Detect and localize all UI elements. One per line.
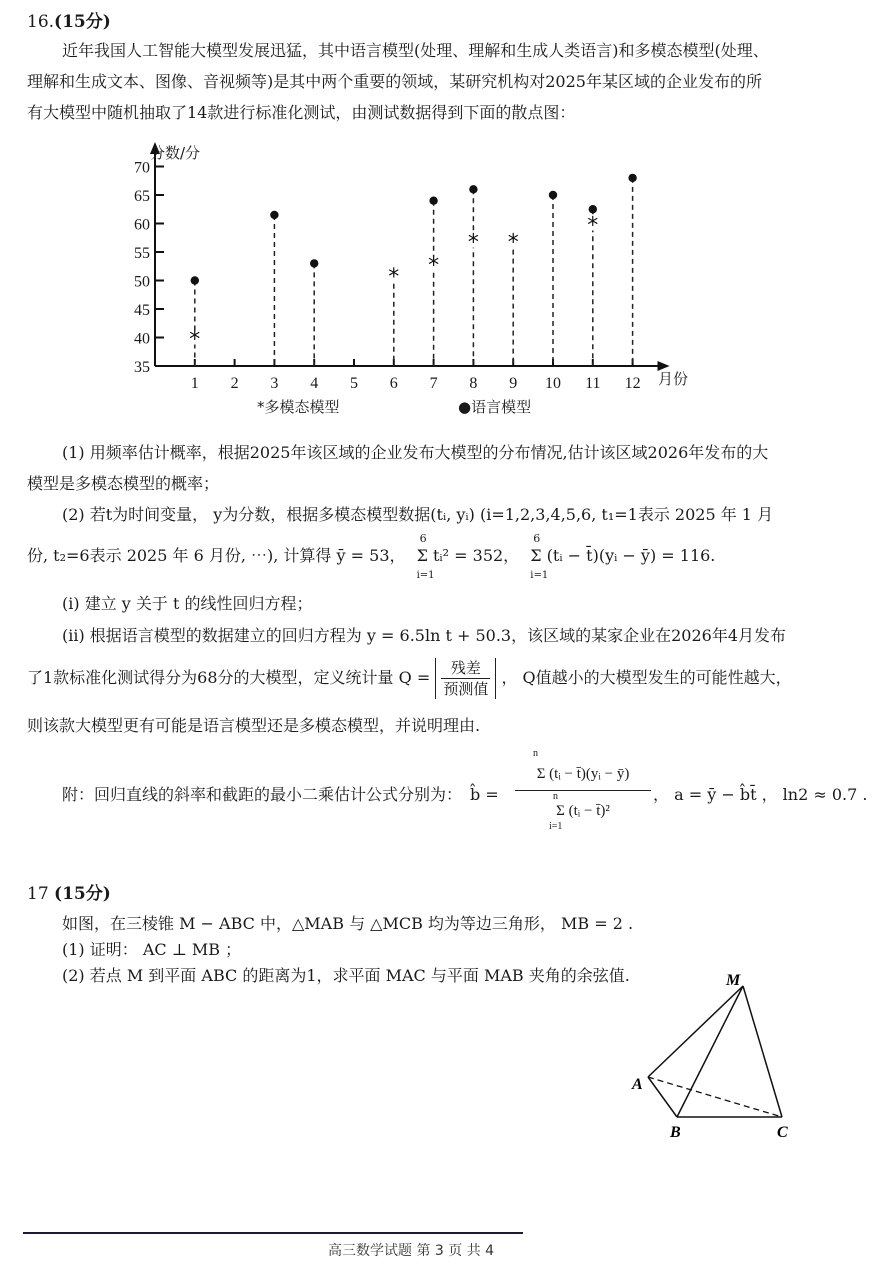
q16-header	[27, 12, 111, 32]
y-tick-label: 35	[134, 359, 150, 376]
legend-language: ●语言模型	[458, 398, 532, 416]
y-tick-label: 70	[134, 159, 150, 177]
q16-sub-ii-text-a: 了1款标准化测试得分为68分的大模型，定义统计量 Q =	[27, 668, 431, 687]
edge-AB	[648, 1077, 677, 1117]
vertex-label-A: A	[632, 1076, 643, 1093]
sum-t-squared-text: Σ tᵢ² = 352，	[416, 546, 520, 565]
q-denominator: 预测值	[443, 680, 489, 698]
footer-page-text: 高三数学试题 第 3 页 共 4	[328, 1243, 495, 1259]
q-statistic-fraction	[435, 658, 496, 699]
q17-number: 17	[27, 884, 49, 904]
x-tick-label: 4	[310, 375, 319, 392]
b-den-lower: i=1	[549, 821, 563, 832]
q16-part2-line-1: (2) 若t为时间变量， y为分数，根据多模态模型数据(tᵢ, yᵢ) (i=1,2,3,4,5,6, t₁=1表示 2025 年 1 月	[62, 505, 774, 524]
q16-part1-line-1: (1) 用频率估计概率，根据2025年该区域的企业发布大模型的分布情况,估计该区域2026年发布的大	[62, 443, 769, 462]
chart-axes	[134, 142, 670, 392]
q16-intro-line-1: 近年我国人工智能大模型发展迅猛，其中语言模型(处理、理解和生成人类语言)和多模态模型(处理、	[62, 41, 769, 60]
y-tick-label: 45	[134, 302, 150, 319]
x-tick-label: 11	[585, 375, 601, 392]
x-tick-label: 5	[350, 375, 358, 392]
sum-t-squared	[416, 532, 520, 581]
edge-MA	[648, 986, 743, 1077]
edge-AC-hidden	[648, 1077, 782, 1117]
q16-intro-line-2: 理解和生成文本、图像、音视频等)是其中两个重要的领域，某研究机构对2025年某区域的企业发布的所	[27, 72, 762, 91]
sum-lower: i=1	[416, 570, 435, 581]
sum-lower-2: i=1	[530, 570, 549, 581]
q16-sub-i: (ⅰ) 建立 y 关于 t 的线性回归方程；	[62, 594, 313, 613]
tetrahedron-figure	[620, 965, 810, 1145]
sum-cross-product	[530, 532, 716, 581]
chart-marks	[189, 174, 637, 366]
b-num-upper: n	[533, 748, 538, 759]
q16-part2-text: 份, t₂=6表示 2025 年 6 月份, ⋯), 计算得 ȳ = 53，	[27, 546, 406, 565]
vertex-label-C: C	[777, 1124, 788, 1141]
language-model-point	[589, 205, 597, 213]
vertex-label-B: B	[670, 1124, 681, 1141]
appendix-tail: ， a = ȳ − b̂t̄ ， ln2 ≈ 0.7 .	[653, 785, 868, 804]
edge-MC	[743, 986, 782, 1117]
multimodal-model-point: *	[587, 213, 599, 239]
b-denominator: Σ (tᵢ − t̄)²	[556, 803, 610, 819]
x-tick-label: 9	[509, 375, 518, 392]
q17-part1: (1) 证明： AC ⊥ MB ；	[62, 940, 242, 959]
q16-intro-line-3: 有大模型中随机抽取了14款进行标准化测试，由测试数据得到下面的散点图：	[27, 103, 576, 122]
language-model-point	[270, 211, 278, 219]
x-tick-label: 8	[469, 375, 478, 392]
sum-upper: 6	[419, 532, 427, 545]
sum-upper-2: 6	[533, 532, 541, 545]
x-tick-label: 7	[429, 375, 438, 392]
q17-stem: 如图，在三棱锥 M − ABC 中，△MAB 与 △MCB 均为等边三角形， MB = 2 .	[62, 914, 634, 933]
multimodal-model-point: *	[388, 264, 400, 290]
y-tick-label: 60	[134, 216, 150, 234]
x-axis-label: 月份	[658, 370, 689, 388]
q17-points: (15分)	[54, 884, 111, 904]
x-tick-label: 6	[389, 375, 398, 392]
x-tick-label: 3	[270, 375, 279, 392]
y-tick-label: 65	[134, 188, 150, 205]
multimodal-model-point: *	[467, 230, 479, 256]
q16-number: 16.	[27, 12, 55, 32]
appendix-label: 附：回归直线的斜率和截距的最小二乘估计公式分别为：	[62, 785, 463, 804]
sum-cross-product-text: Σ (tᵢ − t̄)(yᵢ − ȳ) = 116.	[530, 546, 716, 565]
y-tick-label: 55	[134, 245, 150, 262]
b-den-upper: n	[553, 791, 558, 802]
q17-header	[27, 884, 111, 904]
y-tick-label: 40	[134, 330, 150, 348]
multimodal-model-point: *	[189, 327, 201, 353]
b-numerator: Σ (tᵢ − t̄)(yᵢ − ȳ)	[536, 766, 630, 782]
x-tick-label: 10	[545, 375, 561, 392]
y-tick-label: 50	[134, 273, 150, 291]
legend-multimodal: *多模态模型	[257, 398, 340, 416]
footer-divider	[23, 1232, 523, 1234]
language-model-point	[191, 276, 199, 284]
multimodal-model-point: *	[507, 230, 519, 256]
q16-part1-line-2: 模型是多模态模型的概率；	[27, 474, 220, 493]
language-model-point	[628, 174, 636, 182]
q16-points: (15分)	[54, 12, 111, 32]
scatter-chart	[120, 138, 720, 428]
q16-part2-line-2	[27, 532, 716, 581]
y-axis-label: 分数/分	[150, 144, 201, 162]
x-tick-label: 12	[624, 375, 641, 392]
language-model-point	[429, 197, 437, 205]
q17-part2: (2) 若点 M 到平面 ABC 的距离为1，求平面 MAC 与平面 MAB 夹角的余弦值.	[62, 966, 630, 985]
q16-sub-ii-line-1: (ⅱ) 根据语言模型的数据建立的回归方程为 y = 6.5ln t + 50.3，该区域的某家企业在2026年4月发布	[62, 626, 786, 645]
language-model-point	[549, 191, 557, 199]
b-hat-label: b̂ =	[470, 785, 499, 804]
x-tick-label: 2	[230, 375, 239, 392]
vertex-label-M: M	[726, 972, 741, 989]
q16-sub-ii-line-2	[27, 658, 792, 699]
q16-sub-ii-line-3: 则该款大模型更有可能是语言模型还是多模态模型，并说明理由.	[27, 716, 481, 735]
edge-MB	[677, 986, 743, 1117]
q16-sub-ii-text-b: ， Q值越小的大模型发生的可能性越大，	[501, 668, 792, 687]
language-model-point	[310, 259, 318, 267]
x-tick-label: 1	[190, 375, 199, 392]
language-model-point	[469, 185, 477, 193]
multimodal-model-point: *	[428, 253, 440, 279]
b-hat-fraction	[515, 748, 651, 832]
q-numerator: 残差	[441, 658, 490, 679]
